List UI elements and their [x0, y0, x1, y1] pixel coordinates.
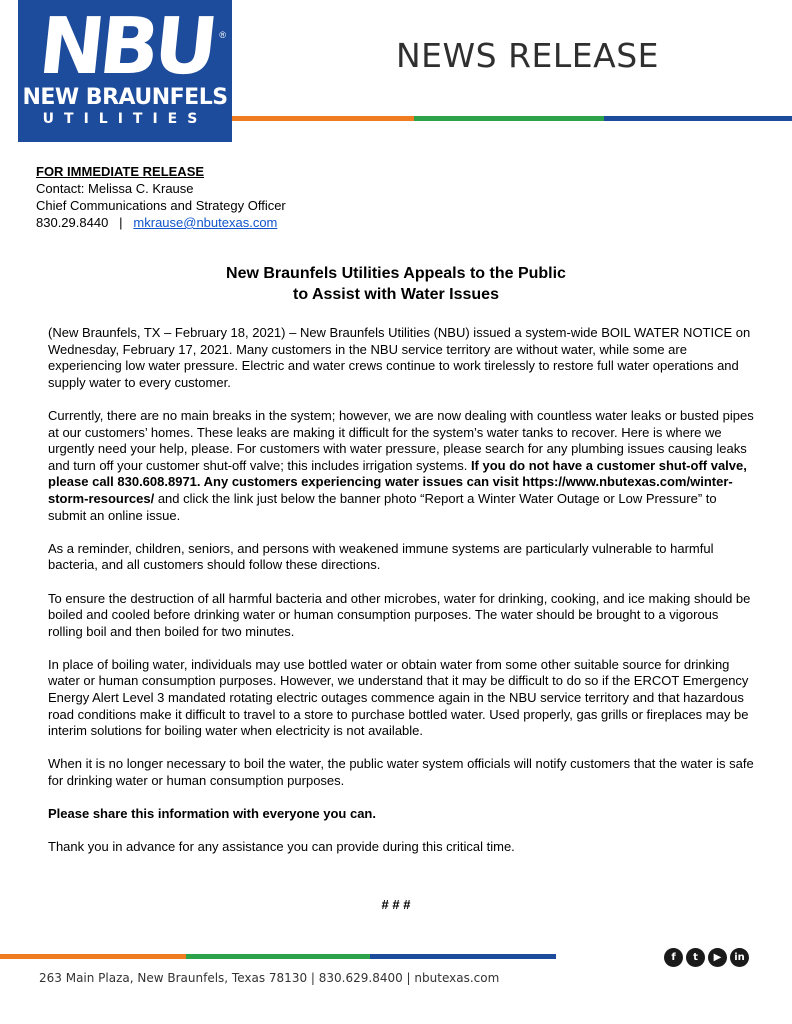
headline-line-2: to Assist with Water Issues [293, 286, 499, 303]
paragraph-4: To ensure the destruction of all harmful bacteria and other microbes, water for drinking, cooking, and ice making should be boiled and cooled before drinking water or human consumption purposes. The water should be brought to a vigorous rolling boil and then boiled for two minutes. [48, 590, 751, 639]
nbu-logo [18, 0, 232, 142]
contact-phone: 830.29.8440 [36, 215, 109, 230]
logo-subtitle: UTILITIES [42, 111, 208, 127]
footer-color-stripe [0, 954, 556, 959]
registered-mark: ® [219, 30, 226, 40]
youtube-icon[interactable]: ▶ [708, 948, 727, 967]
logo-name: NEW BRAUNFELS [22, 85, 228, 110]
twitter-icon[interactable]: t [686, 948, 705, 967]
contact-name: Contact: Melissa C. Krause [36, 181, 194, 196]
article-body [48, 325, 754, 873]
paragraph-5: In place of boiling water, individuals may use bottled water or obtain water from some other suitable source for drinking water or human consumption purposes. However, we understand that it may be difficult to do so if the ERCOT Emergency Energy Alert Level 3 mandated rotating electric outages commence again in the NBU service territory and that hazardous road conditions make it difficult to travel to a store to purchase bottled water. Used properly, gas grills or fireplaces may be interim solutions for boiling water when electricity is not available. [48, 656, 749, 739]
paragraph-7: Please share this information with everyone you can. [48, 806, 376, 822]
paragraph-8: Thank you in advance for any assistance you can provide during this critical time. [48, 839, 515, 855]
release-label: FOR IMMEDIATE RELEASE [36, 164, 205, 179]
contact-separator: | [119, 215, 123, 230]
end-marker: # # # [381, 897, 411, 912]
headline [0, 263, 792, 305]
headline-line-1: New Braunfels Utilities Appeals to the Public [226, 265, 566, 282]
page-title: NEWS RELEASE [396, 36, 659, 75]
social-icons [664, 948, 749, 967]
contact-role: Chief Communications and Strategy Officer [36, 198, 286, 213]
contact-block [36, 163, 286, 231]
paragraph-1: (New Braunfels, TX – February 18, 2021) – New Braunfels Utilities (NBU) issued a system-wide BOIL WATER NOTICE on Wednesday, February 17, 2021. Many customers in the NBU service territory are without water, while some are experiencing low water pressure. Electric and water crews continue to work tirelessly to restore full water operations and supply water to every customer. [48, 325, 751, 390]
paragraph-2: Currently, there are no main breaks in the system; however, we are now dealing with countless water leaks or busted pipes at our customers’ homes. These leaks are making it difficult for the system’s water tanks to recover. Here is where we urgently need your help, please. For customers with water pressure, please search for any plumbing issues causing leaks and turn off your customer shut-off valve; this includes irrigation systems. If you do not have a customer shut-off valve, please call 830.608.8971. Any customers experiencing water issues can visit https://www.nbutexas.com/winter-storm-resources/ and click the link just below the banner photo “Report a Winter Water Outage or Low Pressure” to submit an online issue. [48, 407, 754, 523]
paragraph-2-bold: If you do not have a customer shut-off valve, please call 830.608.8971. Any customers experiencing water issues can visit https://www.nbutexas.com/winter-storm-resources/ [48, 457, 747, 506]
contact-email-link[interactable]: mkrause@nbutexas.com [133, 215, 278, 230]
footer-address: 263 Main Plaza, New Braunfels, Texas 78130 | 830.629.8400 | nbutexas.com [39, 971, 500, 985]
facebook-icon[interactable]: f [664, 948, 683, 967]
paragraph-6: When it is no longer necessary to boil the water, the public water system officials will notify customers that the water is safe for drinking water or human consumption purposes. [48, 756, 754, 789]
paragraph-3: As a reminder, children, seniors, and persons with weakened immune systems are particularly vulnerable to harmful bacteria, and all customers should follow these directions. [48, 540, 714, 573]
logo-mark: NBU [34, 2, 218, 92]
contact-line [36, 214, 286, 231]
header-color-stripe [232, 116, 792, 121]
linkedin-icon[interactable]: in [730, 948, 749, 967]
